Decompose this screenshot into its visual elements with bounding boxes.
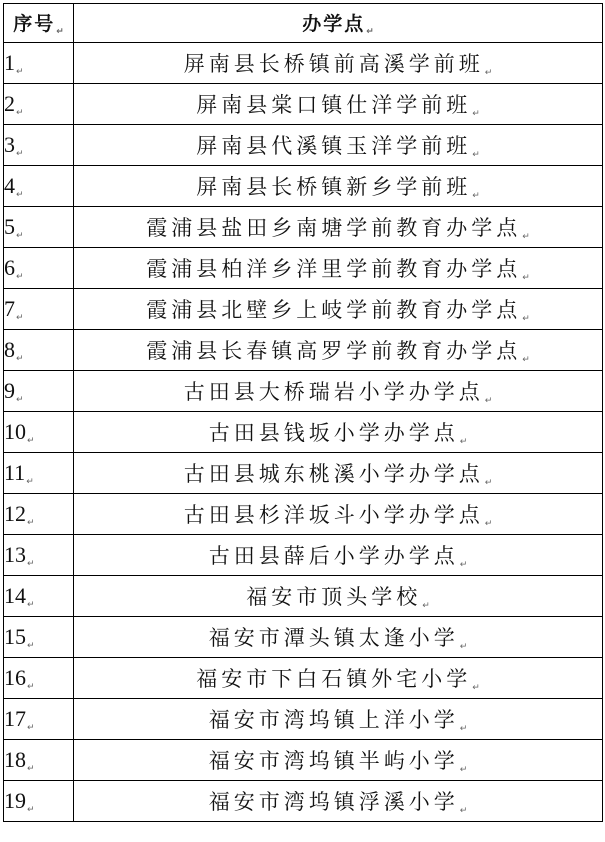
- paragraph-mark: ↵: [27, 763, 35, 774]
- paragraph-mark: ↵: [16, 312, 24, 323]
- school-name: 霞浦县长春镇高罗学前教育办学点: [146, 339, 522, 363]
- row-number: 17: [4, 705, 26, 731]
- school-name: 福安市湾坞镇上洋小学: [208, 708, 459, 732]
- school-name-cell: [74, 248, 603, 289]
- table-row: [4, 412, 603, 453]
- paragraph-mark: ↵: [459, 724, 468, 734]
- row-number: 8: [4, 336, 15, 362]
- school-name-cell: [74, 43, 603, 84]
- row-number-cell: [4, 658, 74, 699]
- paragraph-mark: ↵: [522, 232, 530, 242]
- table-row: [4, 658, 603, 699]
- row-number: 4: [4, 172, 15, 198]
- school-name-cell: [74, 412, 603, 453]
- row-number: 19: [4, 787, 26, 813]
- school-name: 屏南县代溪镇玉洋学前班: [196, 134, 472, 158]
- table-row: [4, 330, 603, 371]
- table-row: [4, 84, 603, 125]
- row-number-cell: [4, 207, 74, 248]
- school-name: 古田县城东桃溪小学办学点: [183, 462, 484, 486]
- row-number: 18: [4, 746, 26, 772]
- paragraph-mark: ↵: [16, 107, 24, 118]
- table-body: [4, 43, 603, 822]
- school-name-cell: [74, 166, 603, 207]
- row-number: 11: [4, 459, 26, 485]
- paragraph-mark: ↵: [27, 804, 35, 815]
- paragraph-mark: ↵: [472, 109, 480, 119]
- table-row: [4, 740, 603, 781]
- paragraph-mark: ↵: [522, 273, 530, 283]
- school-name-cell: [74, 289, 603, 330]
- paragraph-mark: ↵: [27, 681, 35, 692]
- paragraph-mark: ↵: [459, 560, 468, 570]
- row-number-cell: [4, 699, 74, 740]
- row-number: 3: [4, 131, 15, 157]
- table-row: [4, 248, 603, 289]
- paragraph-mark: ↵: [27, 517, 35, 528]
- table-row: [4, 535, 603, 576]
- row-number-cell: [4, 330, 74, 371]
- school-name: 福安市潭头镇太逢小学: [208, 626, 459, 650]
- row-number-cell: [4, 453, 74, 494]
- paragraph-mark: ↵: [484, 478, 493, 488]
- row-number: 2: [4, 90, 15, 116]
- table-row: [4, 494, 603, 535]
- school-name: 霞浦县盐田乡南塘学前教育办学点: [146, 216, 522, 240]
- paragraph-mark: ↵: [422, 601, 430, 611]
- school-name-cell: [74, 658, 603, 699]
- school-list-table: [3, 3, 603, 822]
- number-header-label: 序号: [13, 13, 56, 35]
- row-number: 13: [4, 541, 26, 567]
- name-column-header: [74, 4, 603, 43]
- school-name: 屏南县长桥镇前高溪学前班: [183, 52, 484, 76]
- school-name: 屏南县棠口镇仕洋学前班: [196, 93, 472, 117]
- table-row: [4, 617, 603, 658]
- row-number-cell: [4, 617, 74, 658]
- school-name: 霞浦县北壁乡上岐学前教育办学点: [146, 298, 522, 322]
- table-row: [4, 289, 603, 330]
- school-name-cell: [74, 699, 603, 740]
- paragraph-mark: ↵: [366, 27, 374, 37]
- table-row: [4, 699, 603, 740]
- row-number: 5: [4, 213, 15, 239]
- row-number: 10: [4, 418, 26, 444]
- row-number-cell: [4, 412, 74, 453]
- school-name-cell: [74, 207, 603, 248]
- row-number-cell: [4, 43, 74, 84]
- paragraph-mark: ↵: [16, 66, 24, 77]
- row-number: 6: [4, 254, 15, 280]
- school-name-cell: [74, 535, 603, 576]
- paragraph-mark: ↵: [459, 765, 468, 775]
- paragraph-mark: ↵: [27, 640, 35, 651]
- row-number: 9: [4, 377, 15, 403]
- number-column-header: [4, 4, 74, 43]
- paragraph-mark: ↵: [459, 642, 468, 652]
- paragraph-mark: ↵: [522, 355, 530, 365]
- row-number: 1: [4, 49, 15, 75]
- table-row: [4, 43, 603, 84]
- school-name: 古田县钱坂小学办学点: [208, 421, 459, 445]
- school-name-cell: [74, 781, 603, 822]
- paragraph-mark: ↵: [459, 437, 468, 447]
- school-name-cell: [74, 330, 603, 371]
- school-name: 古田县大桥瑞岩小学办学点: [183, 380, 484, 404]
- row-number-cell: [4, 494, 74, 535]
- paragraph-mark: ↵: [16, 189, 24, 200]
- row-number-cell: [4, 84, 74, 125]
- paragraph-mark: ↵: [16, 148, 24, 159]
- table-row: [4, 781, 603, 822]
- paragraph-mark: ↵: [472, 150, 480, 160]
- row-number: 16: [4, 664, 26, 690]
- table-row: [4, 125, 603, 166]
- school-name: 福安市顶头学校: [246, 585, 422, 609]
- school-name-cell: [74, 84, 603, 125]
- school-name-cell: [74, 371, 603, 412]
- row-number-cell: [4, 166, 74, 207]
- school-name-cell: [74, 453, 603, 494]
- table-row: [4, 166, 603, 207]
- table-row: [4, 207, 603, 248]
- school-name: 霞浦县柏洋乡洋里学前教育办学点: [146, 257, 522, 281]
- school-name: 福安市湾坞镇半屿小学: [208, 749, 459, 773]
- row-number: 15: [4, 623, 26, 649]
- name-header-label: 办学点: [302, 13, 366, 35]
- paragraph-mark: ↵: [484, 519, 493, 529]
- school-name: 古田县杉洋坂斗小学办学点: [183, 503, 484, 527]
- paragraph-mark: ↵: [27, 722, 35, 733]
- table-header-row: [4, 4, 603, 43]
- paragraph-mark: ↵: [472, 191, 480, 201]
- row-number-cell: [4, 740, 74, 781]
- row-number-cell: [4, 371, 74, 412]
- paragraph-mark: ↵: [27, 599, 35, 610]
- school-name: 古田县薛后小学办学点: [208, 544, 459, 568]
- school-name: 福安市湾坞镇浮溪小学: [208, 790, 459, 814]
- row-number: 14: [4, 582, 26, 608]
- school-name-cell: [74, 125, 603, 166]
- paragraph-mark: ↵: [26, 476, 34, 487]
- row-number-cell: [4, 248, 74, 289]
- row-number: 12: [4, 500, 26, 526]
- school-name: 福安市下白石镇外宅小学: [196, 667, 472, 691]
- paragraph-mark: ↵: [472, 683, 480, 693]
- school-name-cell: [74, 494, 603, 535]
- table-row: [4, 576, 603, 617]
- row-number-cell: [4, 289, 74, 330]
- row-number-cell: [4, 781, 74, 822]
- paragraph-mark: ↵: [16, 394, 24, 405]
- school-name: 屏南县长桥镇新乡学前班: [196, 175, 472, 199]
- school-name-cell: [74, 617, 603, 658]
- row-number: 7: [4, 295, 15, 321]
- paragraph-mark: ↵: [459, 806, 468, 816]
- paragraph-mark: ↵: [484, 68, 493, 78]
- table-row: [4, 453, 603, 494]
- row-number-cell: [4, 535, 74, 576]
- row-number-cell: [4, 125, 74, 166]
- paragraph-mark: ↵: [27, 558, 35, 569]
- paragraph-mark: ↵: [484, 396, 493, 406]
- paragraph-mark: ↵: [522, 314, 530, 324]
- school-name-cell: [74, 740, 603, 781]
- school-name-cell: [74, 576, 603, 617]
- table-row: [4, 371, 603, 412]
- paragraph-mark: ↵: [16, 353, 24, 364]
- paragraph-mark: ↵: [27, 435, 35, 446]
- row-number-cell: [4, 576, 74, 617]
- paragraph-mark: ↵: [16, 271, 24, 282]
- paragraph-mark: ↵: [56, 27, 64, 37]
- paragraph-mark: ↵: [16, 230, 24, 241]
